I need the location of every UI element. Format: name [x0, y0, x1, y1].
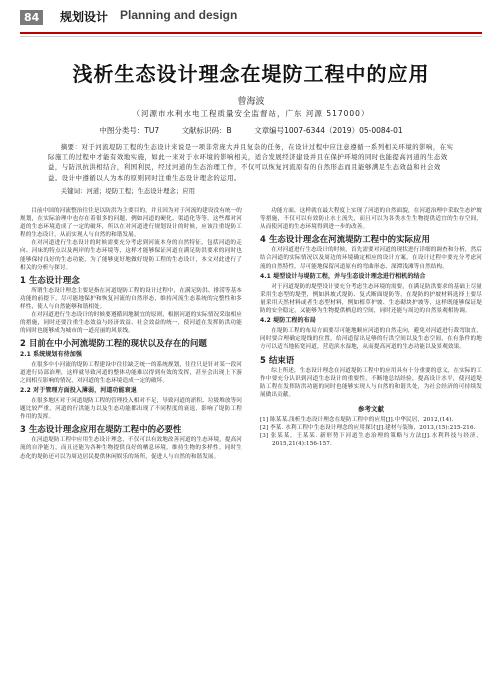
- references-heading: 参考文献: [358, 404, 384, 413]
- subsection-heading: 2.1 系统规划有待加强: [20, 350, 82, 358]
- document-code: 文献标识码：B: [181, 126, 232, 135]
- body-paragraph: 在堤防工程的布局方面要尽可能地顺应河道的自然走向，避免对河道进行裁弯取直，同时要合理确定堤线的位置，给河道留出足够的行洪空间以及生态空间，在有条件的地方可以适当地拓宽河道，营造滨水湿地，从而提高河道的生态功能以及景观效果。: [260, 328, 482, 351]
- body-paragraph: 综上所述，生态设计理念在河道堤防工程中的应用具有十分重要的意义，在实际的工作中要充分认识到河道生态设计的重要性，不断地总结经验，提高设计水平，使河道堤防工程在发挥防洪功能的同时也能够实现人与自然的和谐共处，为社会经济的可持续发展做出贡献。: [260, 367, 482, 398]
- body-paragraph: 在很多地区对于河道堤防工程的管理投入相对不足，导致河道的淤积、垃圾堆放等问题比较严重，河道的行洪能力以及生态功能都出现了不同程度的衰退，影响了堤防工程作用的发挥。: [20, 397, 242, 421]
- section-heading: 4 生态设计理念在河流堤防工程中的实际应用: [260, 234, 430, 245]
- subsection-heading: 4.2 堤防工程的布局: [260, 317, 316, 325]
- author-name: 曾海波: [237, 97, 265, 107]
- body-paragraph: 在很多中小河流的堤防工程建设中往往缺乏统一的系统规划，往往只是针对某一段河道进行局部治理，这样就导致河道的整体功能难以得到有效的发挥，甚至会出现上下游之间相互影响的情况，对河道的生态环境造成一定的破坏。: [20, 361, 242, 384]
- reference-item: [1] 陈某某.浅析生态设计理念在堤防工程中的应用[J].中华民居，2012,(14).: [260, 417, 454, 424]
- body-paragraph: 在对河道进行生态设计的时候，首先需要对河道的现状进行详细的调查和分析，然后结合河道的实际情况以及周边的环境确定相应的设计方案，在设计过程中要充分考虑河流的自然特性，尽可能地保留河道原有的弯曲形态、深潭浅滩等自然结构。: [260, 247, 482, 270]
- header-rule: [20, 32, 482, 34]
- section-heading: 3 生态设计理念应用在堤防工程中的必要性: [20, 424, 182, 435]
- article-meta: [0, 125, 502, 136]
- section-title-zh: 规划设计: [60, 10, 109, 24]
- header-rule-thin: [20, 36, 482, 37]
- left-column: [20, 207, 242, 461]
- body-paragraph: 在对河道进行生态设计的时候要遵循因地制宜的原则，根据河道的实际情况采取相应的措施，同时还要注重生态效益与经济效益、社会效益的统一，使河道在发挥防洪功能的同时也能够成为城市的一道亮丽的风景线。: [20, 312, 242, 335]
- article-title: 浅析生态设计理念在堤防工程中的应用: [72, 62, 430, 86]
- article-number: 文章编号1007-6344（2019）05-0084-01: [254, 126, 403, 135]
- subsection-heading: 2.2 对于管理方面投入薄弱，河道功能衰退: [20, 386, 137, 394]
- body-paragraph: 功能方面，这样就在最大程度上实现了河道的自然面貌，在河道治理中采取生态护坡等措施，不仅可以有效防止水土流失，而且可以为各类水生生物提供适宜的生存空间，从而使河道的生态环境得到进一步的改善。: [260, 208, 482, 231]
- section-title-en: Planning and design: [120, 8, 238, 22]
- subsection-heading: 4.1 堤型设计与堤防工程，并与生态设计理念进行相机的结合: [260, 272, 426, 280]
- intro-paragraph: 目前中国的河流整治往往是以防洪为主要目的，并且因为对于河流的建设没有统一的规划，在实际治理中也存在着很多的问题，例如河道的硬化、渠道化等等，这些都对河道的生态环境造成了一定的破坏，所以在对河道进行规划设计的时候，应该注重堤防工程的生态设计，从而实现人与自然的和谐发展。: [20, 208, 242, 239]
- body-paragraph: 在河道堤防工程中应用生态设计理念，不仅可以有效地改善河道的生态环境，提高河流的自净能力，而且还能为各种生物提供良好的栖息环境，维持生物的多样性。同时生态化的堤防还可以为周边居民提供休闲娱乐的场所，促进人与自然的和谐发展。: [20, 437, 242, 460]
- clc-number: 中图分类号：TU7: [99, 126, 160, 135]
- abstract: 摘要：对于河流堤防工程的生态设计来说是一项非常庞大并且复杂的任务，在设计过程中应注意遵循一系列相关环境的影响，在实际施工的过程中才能有效地实施，如此一来对于水环境的影响相关，适合发展经济建设并且在保护环境的同时也能提高河道的生态效益，与防汛抗洪相结合，利国利民，经过河道的生态治理工作，不仅可以恢复河流原有的自然形态而且能够满足生态效益和社会效益。设计中遵循以人为本的原则同时注重生态设计理念的运用。: [48, 143, 454, 182]
- keywords: 关键词：河道；堤防工程；生态设计理念；应用: [60, 187, 195, 195]
- section-heading: 2 目前在中小河流堤防工程的现状以及存在的问题: [20, 338, 207, 349]
- reference-item: [2] 李某. 水利工程中生态设计理念的应用探讨[J].建材与装饰，2013,(15):215-216.: [260, 425, 476, 432]
- reference-item: [3] 张某某，王某某. 新形势下河道生态治理的策略与方法[J].水利科技与经济，2015,21(4):156-157.: [260, 433, 482, 448]
- author-affiliation: （河源市水利水电工程质量安全监督站，广东 河源 517000）: [132, 109, 370, 118]
- body-paragraph: 对于河道堤防的堤型设计要充分考虑生态环境的需要，在满足防洪要求的基础上尽量采用生态型的堤型，例如斜坡式堤防、复式断面堤防等，在堤防的护坡材料选择上要尽量采用天然材料或者生态型材料，例如植草护坡、生态砌块护坡等，这样既能够保证堤防的安全稳定，又能够为生物提供栖息的空间，同时还能与周边的自然景观相协调。: [260, 283, 482, 315]
- body-paragraph: 所谓生态设计理念主要是指在河道堤防工程的设计过程中，在满足防洪、排涝等基本功能的前提下，尽可能地保护和恢复河流的自然形态，维持河流生态系统的完整性和多样性，使人与自然能够和谐相处。: [20, 287, 242, 311]
- page-number: 84: [20, 10, 43, 25]
- right-column: [260, 207, 482, 448]
- intro-paragraph: 在对河道进行生态设计的时候需要充分考虑到河流本身的自然特征，包括河道的走向、河床的特点以及两岸的生态环境等，这样才能够保证河道在满足防洪要求的同时也能够保持良好的生态功能，为了能够更好地做好堤防工程的生态设计，本文对此进行了相关的分析与探讨。: [20, 240, 242, 271]
- section-heading: 5 结束语: [260, 354, 295, 365]
- running-header: [0, 0, 502, 36]
- section-heading: 1 生态设计理念: [20, 274, 80, 285]
